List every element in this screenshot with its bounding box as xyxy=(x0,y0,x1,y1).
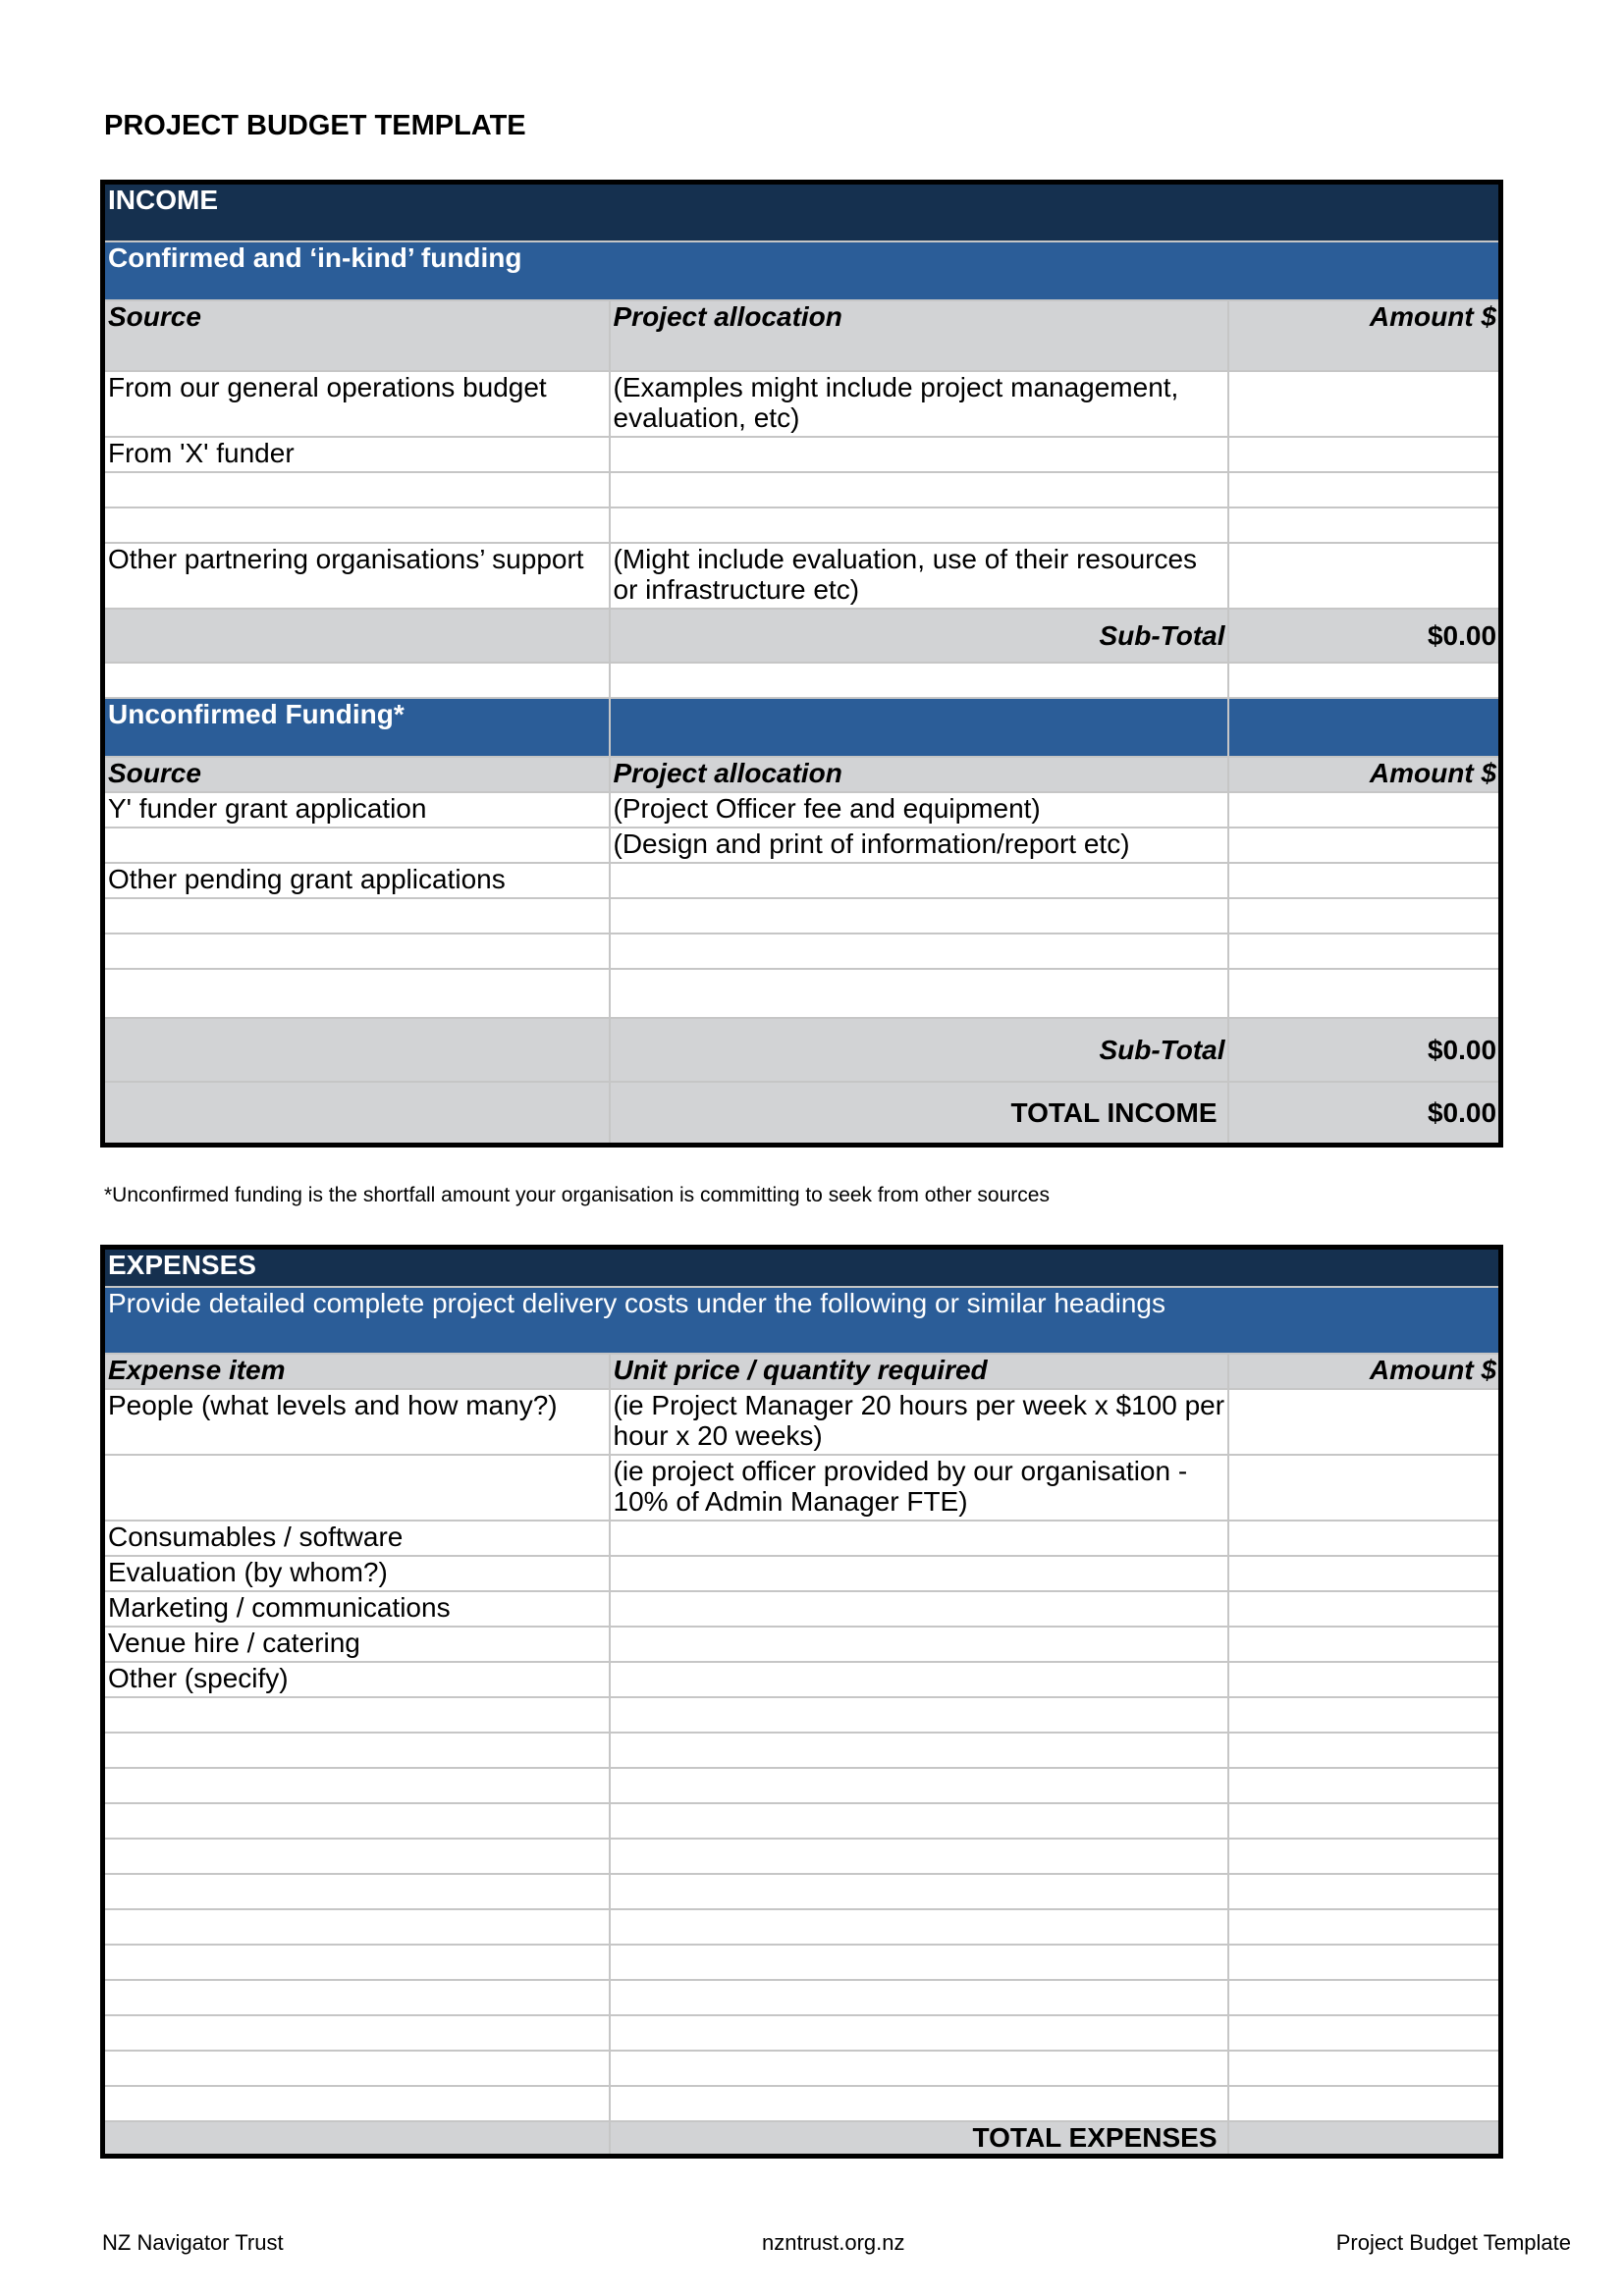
source-cell[interactable] xyxy=(103,828,610,863)
unit-price-cell[interactable] xyxy=(610,1909,1228,1945)
expense-item-cell[interactable] xyxy=(103,1697,610,1733)
unit-price-cell[interactable] xyxy=(610,1980,1228,2015)
confirmed-column-headers xyxy=(103,300,1501,371)
unit-price-cell[interactable] xyxy=(610,1945,1228,1980)
source-cell[interactable] xyxy=(103,507,610,543)
table-row xyxy=(103,1945,1501,1980)
column-header-allocation: Project allocation xyxy=(610,757,1228,792)
table-row xyxy=(103,1662,1501,1697)
expenses-subheading: Provide detailed complete project delivery costs under the following or similar headings xyxy=(103,1287,1501,1354)
total-expenses-value[interactable] xyxy=(1228,2121,1501,2157)
source-cell[interactable] xyxy=(103,898,610,934)
amount-cell[interactable] xyxy=(1228,2051,1501,2086)
unit-price-cell[interactable] xyxy=(610,1733,1228,1768)
amount-cell[interactable] xyxy=(1228,2015,1501,2051)
allocation-cell[interactable] xyxy=(610,472,1228,507)
amount-cell[interactable] xyxy=(1228,934,1501,969)
allocation-cell[interactable] xyxy=(610,863,1228,898)
unit-price-cell[interactable] xyxy=(610,1662,1228,1697)
table-row xyxy=(103,2015,1501,2051)
amount-cell[interactable] xyxy=(1228,1874,1501,1909)
unconfirmed-heading: Unconfirmed Funding* xyxy=(103,698,610,757)
expense-item-cell[interactable] xyxy=(103,1768,610,1803)
expense-item-cell[interactable] xyxy=(103,2051,610,2086)
allocation-cell[interactable] xyxy=(610,934,1228,969)
subtotal-label: Sub-Total xyxy=(610,609,1228,663)
expense-item-cell[interactable]: Marketing / communications xyxy=(103,1591,610,1627)
table-row xyxy=(103,472,1501,507)
unit-price-cell[interactable] xyxy=(610,2051,1228,2086)
expense-item-cell[interactable] xyxy=(103,1803,610,1839)
column-header-amount: Amount $ xyxy=(1228,300,1501,371)
amount-cell[interactable] xyxy=(1228,543,1501,609)
footer-organisation: NZ Navigator Trust xyxy=(102,2230,284,2255)
amount-cell[interactable] xyxy=(1228,828,1501,863)
table-row xyxy=(103,437,1501,472)
allocation-cell[interactable]: (Project Officer fee and equipment) xyxy=(610,792,1228,828)
allocation-cell[interactable] xyxy=(610,507,1228,543)
unit-price-cell[interactable]: (ie project officer provided by our organisation - 10% of Admin Manager FTE) xyxy=(610,1455,1228,1521)
amount-cell[interactable] xyxy=(1228,1389,1501,1455)
confirmed-subtotal-row xyxy=(103,609,1501,663)
amount-cell[interactable] xyxy=(1228,1662,1501,1697)
amount-cell[interactable] xyxy=(1228,1591,1501,1627)
expense-item-cell[interactable] xyxy=(103,1909,610,1945)
table-row xyxy=(103,2086,1501,2121)
table-row xyxy=(103,1455,1501,1521)
allocation-cell[interactable] xyxy=(610,898,1228,934)
column-header-amount: Amount $ xyxy=(1228,757,1501,792)
source-cell[interactable]: Other partnering organisations’ support xyxy=(103,543,610,609)
table-row xyxy=(103,371,1501,437)
source-cell[interactable]: From our general operations budget xyxy=(103,371,610,437)
income-heading-row xyxy=(103,183,1501,241)
subtotal-value: $0.00 xyxy=(1228,1018,1501,1082)
amount-cell[interactable] xyxy=(1228,1455,1501,1521)
column-header-allocation: Project allocation xyxy=(610,300,1228,371)
unit-price-cell[interactable] xyxy=(610,2086,1228,2121)
unit-price-cell[interactable] xyxy=(610,2015,1228,2051)
expenses-heading: EXPENSES xyxy=(103,1248,1501,1287)
expense-item-cell[interactable]: Other (specify) xyxy=(103,1662,610,1697)
total-expenses-row xyxy=(103,2121,1501,2157)
source-cell[interactable]: Other pending grant applications xyxy=(103,863,610,898)
amount-cell[interactable] xyxy=(1228,1768,1501,1803)
table-row xyxy=(103,863,1501,898)
income-table xyxy=(100,180,1503,1148)
expense-item-cell[interactable] xyxy=(103,1839,610,1874)
column-header-expense-item: Expense item xyxy=(103,1354,610,1389)
amount-cell[interactable] xyxy=(1228,1733,1501,1768)
unit-price-cell[interactable] xyxy=(610,1556,1228,1591)
table-row xyxy=(103,507,1501,543)
amount-cell[interactable] xyxy=(1228,2086,1501,2121)
source-cell[interactable] xyxy=(103,934,610,969)
expenses-heading-row xyxy=(103,1248,1501,1287)
table-row xyxy=(103,1980,1501,2015)
expense-item-cell[interactable] xyxy=(103,1980,610,2015)
expense-item-cell[interactable]: Venue hire / catering xyxy=(103,1627,610,1662)
unit-price-cell[interactable] xyxy=(610,1874,1228,1909)
amount-cell[interactable] xyxy=(1228,472,1501,507)
table-row xyxy=(103,1839,1501,1874)
source-cell[interactable]: From 'X' funder xyxy=(103,437,610,472)
amount-cell[interactable] xyxy=(1228,1803,1501,1839)
amount-cell[interactable] xyxy=(1228,1697,1501,1733)
expense-item-cell[interactable] xyxy=(103,2086,610,2121)
income-heading: INCOME xyxy=(103,183,1501,241)
expense-item-cell[interactable] xyxy=(103,1733,610,1768)
total-income-row xyxy=(103,1082,1501,1146)
amount-cell[interactable] xyxy=(1228,863,1501,898)
table-row xyxy=(103,1556,1501,1591)
expense-item-cell[interactable] xyxy=(103,1874,610,1909)
page-title: PROJECT BUDGET TEMPLATE xyxy=(104,110,526,141)
amount-cell[interactable] xyxy=(1228,1521,1501,1556)
table-row xyxy=(103,543,1501,609)
allocation-cell[interactable]: (Examples might include project management, evaluation, etc) xyxy=(610,371,1228,437)
source-cell[interactable] xyxy=(103,472,610,507)
table-row xyxy=(103,1768,1501,1803)
expense-item-cell[interactable]: Consumables / software xyxy=(103,1521,610,1556)
spacer-row xyxy=(103,663,1501,698)
allocation-cell[interactable]: (Design and print of information/report etc) xyxy=(610,828,1228,863)
table-row xyxy=(103,792,1501,828)
allocation-cell[interactable] xyxy=(610,969,1228,1018)
unit-price-cell[interactable] xyxy=(610,1521,1228,1556)
column-header-unit-price: Unit price / quantity required xyxy=(610,1354,1228,1389)
unit-price-cell[interactable] xyxy=(610,1768,1228,1803)
expense-item-cell[interactable] xyxy=(103,1945,610,1980)
expenses-column-headers xyxy=(103,1354,1501,1389)
expense-item-cell[interactable] xyxy=(103,2015,610,2051)
expense-item-cell[interactable]: People (what levels and how many?) xyxy=(103,1389,610,1455)
unconfirmed-column-headers xyxy=(103,757,1501,792)
unit-price-cell[interactable] xyxy=(610,1803,1228,1839)
expenses-subheading-row xyxy=(103,1287,1501,1354)
column-header-amount: Amount $ xyxy=(1228,1354,1501,1389)
expenses-table xyxy=(100,1245,1503,2159)
unit-price-cell[interactable] xyxy=(610,1627,1228,1662)
unit-price-cell[interactable]: (ie Project Manager 20 hours per week x $100 per hour x 20 weeks) xyxy=(610,1389,1228,1455)
confirmed-heading: Confirmed and ‘in-kind’ funding xyxy=(103,241,1501,300)
column-header-source: Source xyxy=(103,757,610,792)
confirmed-heading-row xyxy=(103,241,1501,300)
total-income-value: $0.00 xyxy=(1228,1082,1501,1146)
table-row xyxy=(103,969,1501,1018)
table-row xyxy=(103,1733,1501,1768)
table-row xyxy=(103,1521,1501,1556)
expense-item-cell[interactable] xyxy=(103,1455,610,1521)
table-row xyxy=(103,1627,1501,1662)
unit-price-cell[interactable] xyxy=(610,1591,1228,1627)
subtotal-value: $0.00 xyxy=(1228,609,1501,663)
table-row xyxy=(103,828,1501,863)
source-cell[interactable] xyxy=(103,969,610,1018)
unit-price-cell[interactable] xyxy=(610,1839,1228,1874)
table-row xyxy=(103,1874,1501,1909)
amount-cell[interactable] xyxy=(1228,1556,1501,1591)
amount-cell[interactable] xyxy=(1228,1839,1501,1874)
column-header-source: Source xyxy=(103,300,610,371)
total-expenses-label: TOTAL EXPENSES xyxy=(610,2121,1228,2157)
allocation-cell[interactable] xyxy=(610,437,1228,472)
amount-cell[interactable] xyxy=(1228,1909,1501,1945)
amount-cell[interactable] xyxy=(1228,437,1501,472)
table-row xyxy=(103,1803,1501,1839)
table-row xyxy=(103,898,1501,934)
amount-cell[interactable] xyxy=(1228,371,1501,437)
amount-cell[interactable] xyxy=(1228,1980,1501,2015)
amount-cell[interactable] xyxy=(1228,507,1501,543)
amount-cell[interactable] xyxy=(1228,792,1501,828)
table-row xyxy=(103,2051,1501,2086)
unconfirmed-heading-row xyxy=(103,698,1501,757)
total-income-label: TOTAL INCOME xyxy=(610,1082,1228,1146)
table-row xyxy=(103,1389,1501,1455)
source-cell[interactable]: Y' funder grant application xyxy=(103,792,610,828)
amount-cell[interactable] xyxy=(1228,969,1501,1018)
table-row xyxy=(103,1591,1501,1627)
table-row xyxy=(103,1697,1501,1733)
amount-cell[interactable] xyxy=(1228,1627,1501,1662)
amount-cell[interactable] xyxy=(1228,1945,1501,1980)
subtotal-label: Sub-Total xyxy=(610,1018,1228,1082)
expense-item-cell[interactable]: Evaluation (by whom?) xyxy=(103,1556,610,1591)
footer-document-title: Project Budget Template xyxy=(1335,2230,1571,2255)
unconfirmed-subtotal-row xyxy=(103,1018,1501,1082)
footer-website: nzntrust.org.nz xyxy=(762,2230,905,2255)
table-row xyxy=(103,934,1501,969)
amount-cell[interactable] xyxy=(1228,898,1501,934)
unconfirmed-footnote: *Unconfirmed funding is the shortfall amount your organisation is committing to seek from other sources xyxy=(104,1184,1050,1206)
table-row xyxy=(103,1909,1501,1945)
allocation-cell[interactable]: (Might include evaluation, use of their resources or infrastructure etc) xyxy=(610,543,1228,609)
unit-price-cell[interactable] xyxy=(610,1697,1228,1733)
